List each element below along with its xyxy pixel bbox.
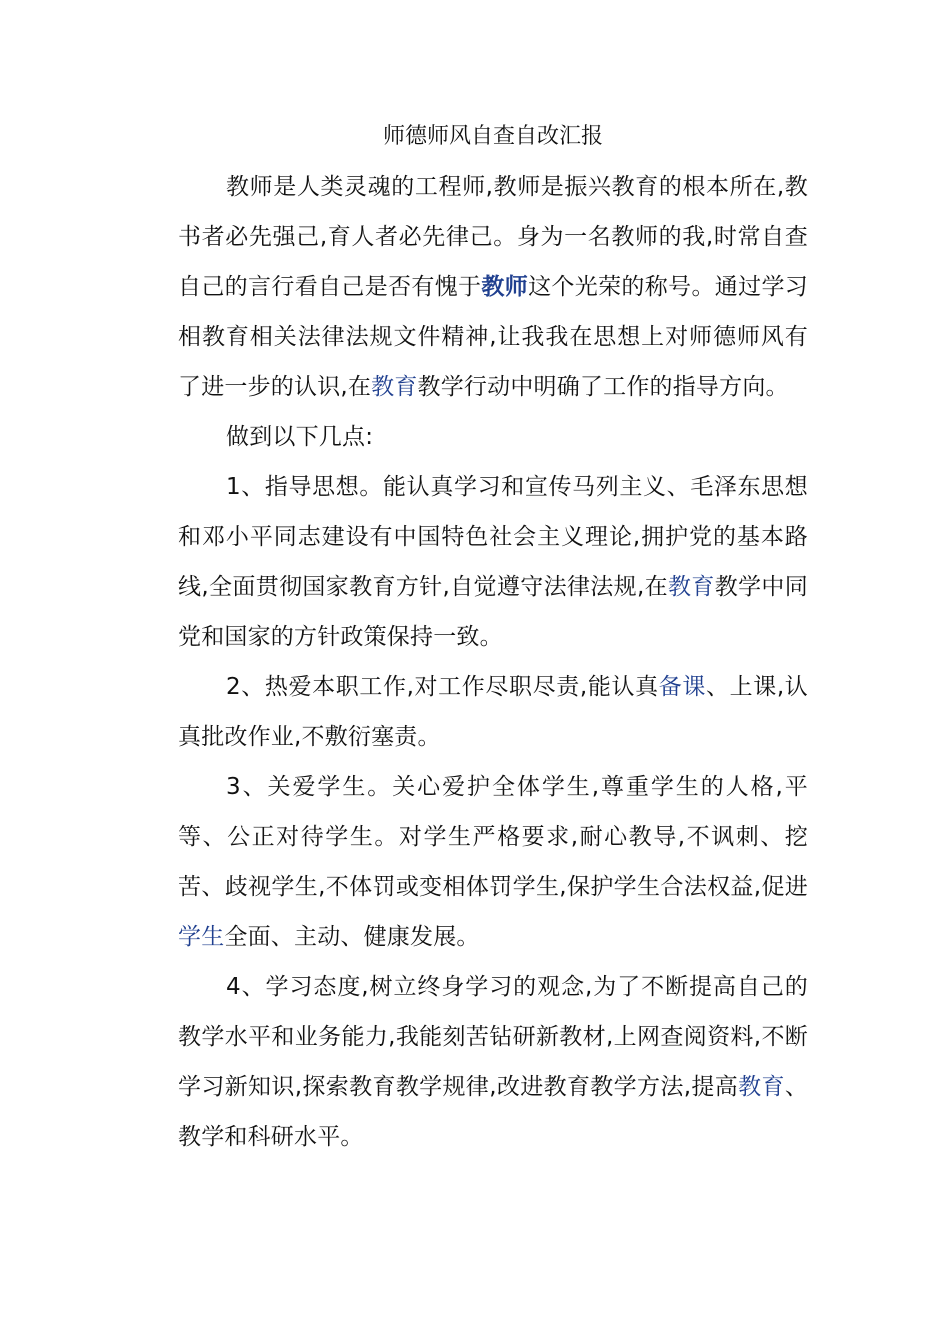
text-run: 全面、主动、健康发展。 xyxy=(224,924,480,950)
link-education[interactable]: 教育 xyxy=(668,574,715,600)
text-run: 1、指导思想。能认真学习和宣传马列主义、毛泽东思想和邓小平同志建设有中国特色社会主义理论,拥护党的基本路线,全面贯彻国家教育方针,自觉遵守法律法规,在 xyxy=(178,474,808,600)
paragraph-points-intro: 做到以下几点: xyxy=(226,424,374,450)
link-lesson-prep[interactable]: 备课 xyxy=(658,674,706,700)
text-run: 教学中同党和国家的方针政策保持一致。 xyxy=(178,574,808,650)
paragraph-point-1 xyxy=(178,462,808,662)
document-page xyxy=(178,112,808,1162)
paragraph-point-3 xyxy=(178,762,808,962)
text-run: 、上课,认真批改作业,不敷衍塞责。 xyxy=(178,674,808,750)
text-run: 这个光荣的称号。通过学习相教育相关法律法规文件精神,让我我在思想上对师德师风有了进一步的认识,在 xyxy=(178,274,808,400)
text-run: 教师是人类灵魂的工程师,教师是振兴教育的根本所在,教书者必先强己,育人者必先律己。身为一名教师的我,时常自查自己的言行看自己是否有愧于 xyxy=(178,174,808,300)
link-education[interactable]: 教育 xyxy=(371,374,418,400)
text-run: 3、关爱学生。关心爱护全体学生,尊重学生的人格,平等、公正对待学生。对学生严格要求,耐心教导,不讽刺、挖苦、歧视学生,不体罚或变相体罚学生,保护学生合法权益,促进 xyxy=(178,774,808,900)
text-run: 、教学和科研水平。 xyxy=(178,1074,809,1150)
document-title: 师德师风自查自改汇报 xyxy=(382,124,603,149)
text-run: 教学行动中明确了工作的指导方向。 xyxy=(417,374,789,400)
link-education[interactable]: 教育 xyxy=(738,1074,785,1100)
paragraph-point-4 xyxy=(178,962,808,1162)
paragraph-intro xyxy=(178,162,808,412)
text-run: 4、学习态度,树立终身学习的观念,为了不断提高自己的教学水平和业务能力,我能刻苦钻研新教材,上网查阅资料,不断学习新知识,探索教育教学规律,改进教育教学方法,提高 xyxy=(178,974,808,1100)
link-students[interactable]: 学生 xyxy=(178,924,225,950)
text-run: 2、热爱本职工作,对工作尽职尽责,能认真 xyxy=(226,674,659,700)
link-teacher[interactable]: 教师 xyxy=(481,274,529,300)
paragraph-point-2 xyxy=(178,662,808,762)
